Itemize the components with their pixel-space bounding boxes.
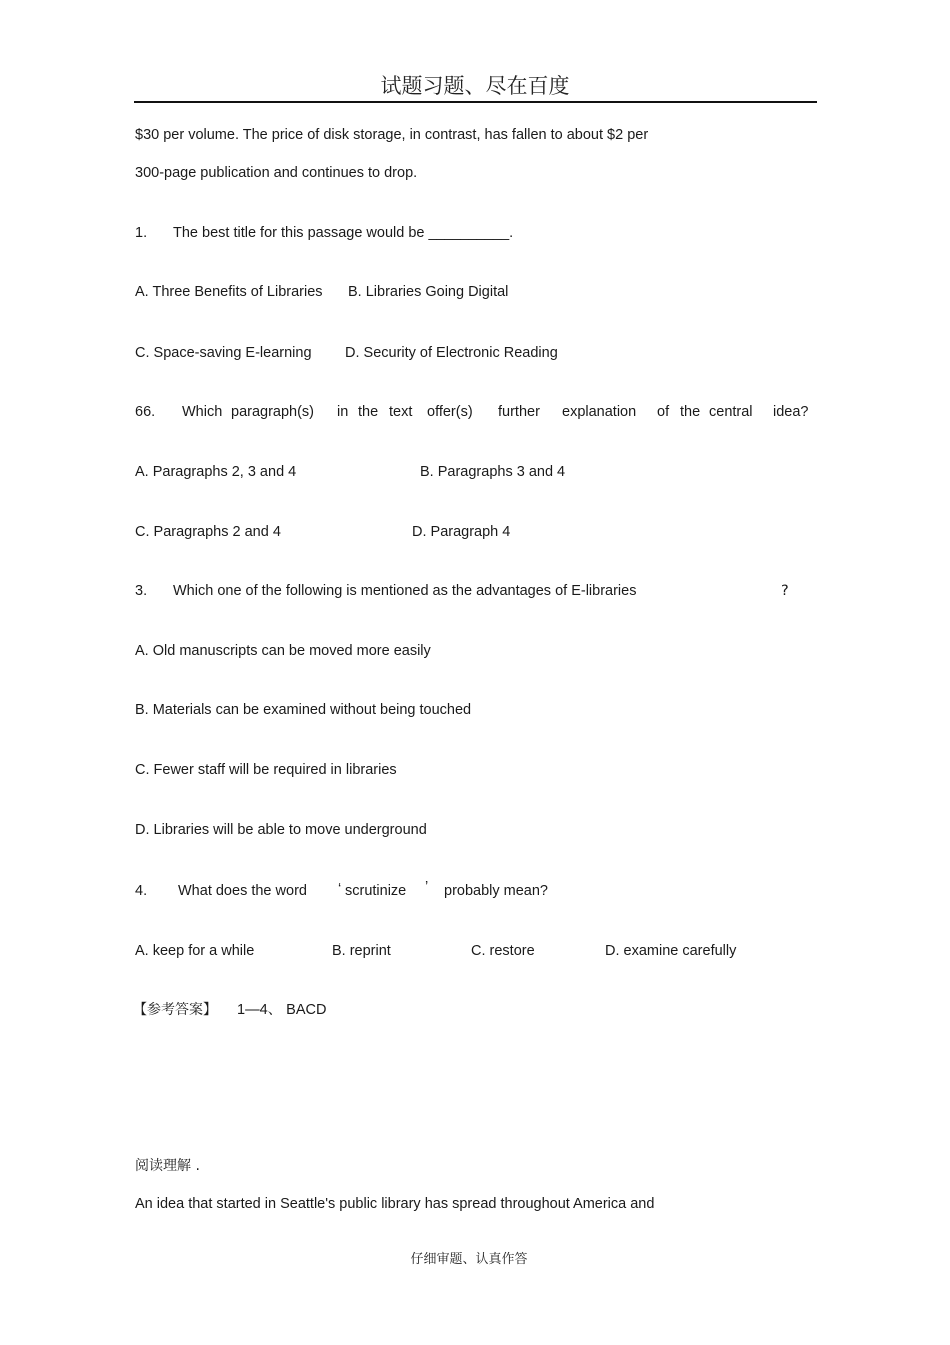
question-4-text-post: probably mean? [444,883,548,899]
page-header-title: 试题习题、尽在百度 [380,74,570,98]
question-4-option-c: C. restore [471,943,535,959]
section-title: 阅读理解 . [135,1158,200,1174]
question-2-word: paragraph(s) [231,404,315,420]
question-2-word: further [498,404,540,420]
question-3-text: Which one of the following is mentioned as the advantages of E-libraries [173,583,637,599]
question-1-option-c: C. Space-saving E-learning [135,345,312,361]
question-4-quote-close: ’ [425,879,429,895]
question-4-option-d: D. examine carefully [605,943,737,959]
question-4-text-pre: What does the word [178,883,307,899]
question-2-word: the [680,404,701,420]
question-1-option-b: B. Libraries Going Digital [348,284,509,300]
answer-label: 【参考答案】 [133,1002,217,1018]
question-2-number: 66. [135,404,156,420]
question-1-option-a: A. Three Benefits of Libraries [135,284,323,300]
question-2-word: in [337,404,349,420]
question-2-word: explanation [562,404,637,420]
question-1-number: 1. [135,225,148,241]
question-2-word: the [358,404,379,420]
section-intro: An idea that started in Seattle's public library has spread throughout America and [135,1196,655,1212]
question-4-number: 4. [135,883,148,899]
question-2-option-c: C. Paragraphs 2 and 4 [135,524,281,540]
question-4-word: scrutinize [345,883,407,899]
question-1-text: The best title for this passage would be __________. [173,225,514,241]
question-3-option-d: D. Libraries will be able to move underground [135,822,427,838]
question-3-option-a: A. Old manuscripts can be moved more easily [135,643,431,659]
question-1-option-d: D. Security of Electronic Reading [345,345,558,361]
question-2-word: of [657,404,670,420]
answer-value: 1—4、 BACD [237,1002,327,1018]
question-2-word: central [709,404,753,420]
question-2-word: idea? [773,404,809,420]
question-4-option-a: A. keep for a while [135,943,255,959]
question-2-word: text [389,404,413,420]
question-3-question-mark: ? [781,583,789,599]
question-2-option-d: D. Paragraph 4 [412,524,511,540]
header-divider [134,101,817,103]
question-2-word: offer(s) [427,404,473,420]
question-2-word: Which [182,404,223,420]
question-3-option-b: B. Materials can be examined without being touched [135,702,472,718]
question-3-option-c: C. Fewer staff will be required in libraries [135,762,397,778]
passage-line-2: 300-page publication and continues to drop. [135,165,418,181]
question-3-number: 3. [135,583,148,599]
question-4-option-b: B. reprint [332,943,391,959]
page-footer: 仔细审题、认真作答 [410,1252,528,1267]
passage-line-1: $30 per volume. The price of disk storage, in contrast, has fallen to about $2 per [135,127,649,143]
question-4-quote-open: ‘ [338,881,342,897]
question-2-option-a: A. Paragraphs 2, 3 and 4 [135,464,297,480]
question-2-option-b: B. Paragraphs 3 and 4 [420,464,566,480]
